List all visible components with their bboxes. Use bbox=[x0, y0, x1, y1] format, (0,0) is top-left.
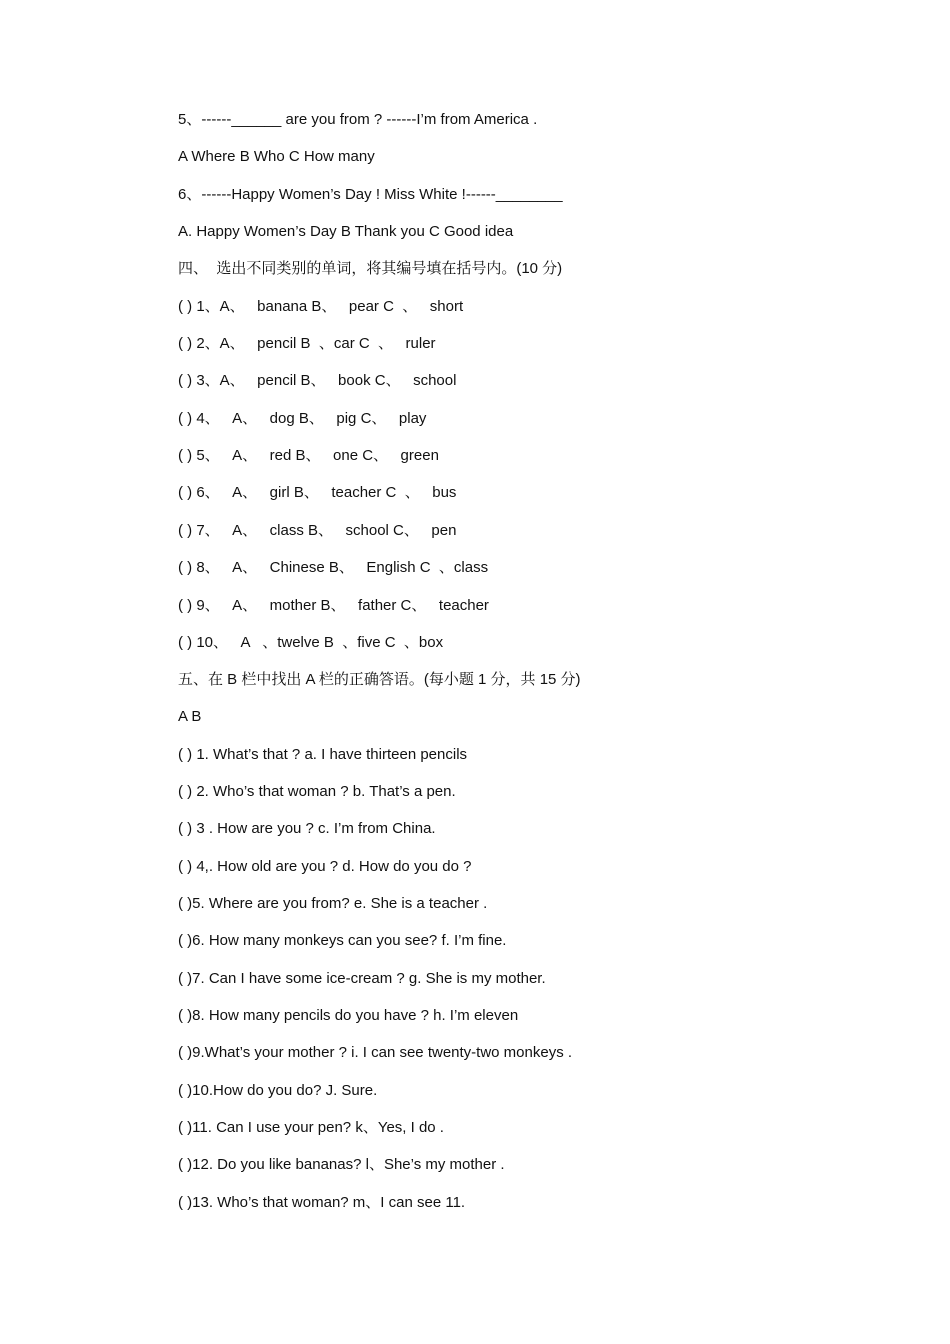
odd-one-out-7: ( ) 7、 A、 class B、 school C、 pen bbox=[178, 522, 457, 539]
match-item-4: ( ) 4,. How old are you ? d. How do you do ? bbox=[178, 858, 472, 875]
match-item-2: ( ) 2. Who’s that woman ? b. That’s a pen. bbox=[178, 783, 456, 800]
question-5-options: A Where B Who C How many bbox=[178, 148, 375, 165]
odd-one-out-5: ( ) 5、 A、 red B、 one C、 green bbox=[178, 447, 439, 464]
odd-one-out-4: ( ) 4、 A、 dog B、 pig C、 play bbox=[178, 410, 427, 427]
odd-one-out-3: ( ) 3、A、 pencil B、 book C、 school bbox=[178, 372, 457, 389]
match-item-11: ( )11. Can I use your pen? k、Yes, I do . bbox=[178, 1119, 444, 1136]
match-item-6: ( )6. How many monkeys can you see? f. I’m fine. bbox=[178, 932, 507, 949]
match-item-8: ( )8. How many pencils do you have ? h. I’m eleven bbox=[178, 1007, 519, 1024]
match-item-5: ( )5. Where are you from? e. She is a teacher . bbox=[178, 895, 488, 912]
odd-one-out-6: ( ) 6、 A、 girl B、 teacher C 、 bus bbox=[178, 484, 457, 501]
odd-one-out-9: ( ) 9、 A、 mother B、 father C、 teacher bbox=[178, 597, 489, 614]
match-item-3: ( ) 3 . How are you ? c. I’m from China. bbox=[178, 820, 436, 837]
section-5-heading: 五、在 B 栏中找出 A 栏的正确答语。(每小题 1 分，共 15 分) bbox=[178, 671, 581, 688]
question-6-options: A. Happy Women’s Day B Thank you C Good idea bbox=[178, 223, 514, 240]
question-6: 6、------Happy Women’s Day ! Miss White !------________ bbox=[178, 186, 563, 203]
section-4-heading: 四、 选出不同类别的单词，将其编号填在括号内。(10 分) bbox=[178, 260, 563, 277]
match-item-12: ( )12. Do you like bananas? l、She’s my mother . bbox=[178, 1156, 505, 1173]
match-item-9: ( )9.What’s your mother ? i. I can see twenty-two monkeys . bbox=[178, 1044, 573, 1061]
column-headers: A B bbox=[178, 708, 202, 725]
odd-one-out-8: ( ) 8、 A、 Chinese B、 English C 、class bbox=[178, 559, 489, 576]
match-item-13: ( )13. Who’s that woman? m、I can see 11. bbox=[178, 1194, 466, 1211]
match-item-10: ( )10.How do you do? J. Sure. bbox=[178, 1082, 378, 1099]
match-item-7: ( )7. Can I have some ice-cream ? g. She is my mother. bbox=[178, 970, 546, 987]
question-5: 5、------______ are you from ? ------I’m from America . bbox=[178, 111, 538, 128]
odd-one-out-10: ( ) 10、 A 、twelve B 、five C 、box bbox=[178, 634, 444, 651]
odd-one-out-1: ( ) 1、A、 banana B、 pear C 、 short bbox=[178, 298, 464, 315]
odd-one-out-2: ( ) 2、A、 pencil B 、car C 、 ruler bbox=[178, 335, 436, 352]
match-item-1: ( ) 1. What’s that ? a. I have thirteen pencils bbox=[178, 746, 468, 763]
